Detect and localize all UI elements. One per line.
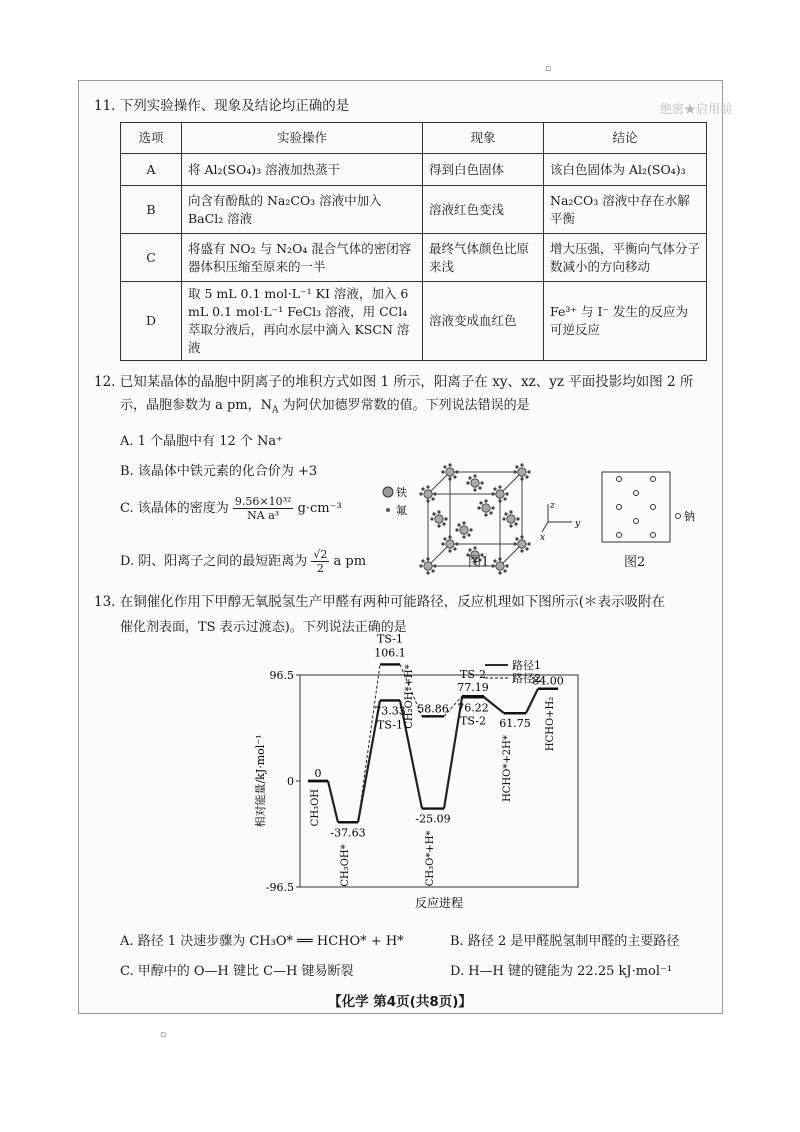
fluoride-ion [513, 542, 516, 545]
iron-ion [471, 479, 479, 487]
iron-ion [424, 490, 432, 498]
lattice-edge [500, 472, 522, 494]
table-cell: D [121, 282, 182, 361]
energy-value-label: TS-2 [460, 714, 486, 728]
energy-value-label: 73.33 [374, 704, 406, 718]
lattice-edge [500, 544, 522, 566]
fig2-caption: 图2 [624, 555, 646, 570]
fluoride-ion [502, 517, 505, 520]
table-cell: 将 Al₂(SO₄)₃ 溶液加热蒸干 [182, 154, 423, 186]
fluoride-ion [473, 546, 476, 549]
bottom-mark: ▫ [160, 1030, 167, 1040]
species-label: CH₃OH [310, 789, 321, 827]
fluoride-ion [453, 475, 456, 478]
fluoride-ion [431, 569, 434, 572]
table-cell: 将盛有 NO₂ 与 N₂O₄ 混合气体的密闭容器体积压缩至原来的一半 [182, 234, 423, 282]
energy-value-label: 106.1 [374, 646, 406, 660]
fluoride-ion [525, 475, 528, 478]
energy-value-label: -25.09 [415, 812, 451, 826]
fluoride-ion [448, 535, 451, 538]
table-cell: 取 5 mL 0.1 mol·L⁻¹ KI 溶液，加入 6 mL 0.1 mol·L⁻¹ FeCl₃ 溶液，用 CCl₄ 萃取分液后，再向水层中滴入 KSCN 溶液 [182, 282, 423, 361]
fluoride-ion [514, 522, 517, 525]
iron-ion [424, 562, 432, 570]
energy-value-label: -37.63 [330, 826, 366, 840]
fraction-numerator: √2 [313, 548, 328, 561]
fluoride-ion [505, 564, 508, 567]
projection-square [602, 472, 670, 542]
fluoride-ion [473, 488, 476, 491]
q11-stem: 11. 下列实验操作、现象及结论均正确的是 [94, 98, 350, 114]
fluoride-ion [527, 470, 530, 473]
fluoride-ion [484, 513, 487, 516]
sodium-ion [634, 491, 639, 496]
fluoride-ion [457, 523, 460, 526]
legend-na-marker [676, 514, 681, 519]
density-fraction [233, 495, 294, 522]
distance-unit: a pm [333, 554, 367, 569]
fluoride-ion [462, 521, 465, 524]
crystal-figure-2 [598, 468, 708, 548]
fluoride-ion [520, 477, 523, 480]
fluoride-ion [443, 465, 446, 468]
species-label: CH₃O*+H* [425, 830, 436, 887]
fraction-denominator: 2 [316, 562, 324, 575]
table-cell: 溶液变成血红色 [423, 282, 544, 361]
iron-ion [496, 490, 504, 498]
fluoride-ion [433, 492, 436, 495]
fluoride-ion [527, 542, 530, 545]
fluoride-ion [498, 499, 501, 502]
q12-option-b[interactable]: B. 该晶体中铁元素的化合价为 +3 [120, 464, 318, 479]
fluoride-ion [480, 481, 483, 484]
sodium-ion [617, 533, 622, 538]
y-tick-label: 0 [287, 775, 294, 788]
q13-option-d[interactable]: D. H—H 键的键能为 22.25 kJ·mol⁻¹ [450, 964, 673, 979]
fluoride-ion [441, 542, 444, 545]
energy-value-label: 84.00 [532, 674, 564, 688]
iron-ion [482, 504, 490, 512]
fluoride-ion [426, 571, 429, 574]
energy-value-label: 0 [314, 767, 322, 780]
species-label: HCHO*+2H* [502, 735, 513, 802]
table-row [121, 234, 707, 282]
fluoride-ion [455, 542, 458, 545]
q12-option-c[interactable] [120, 495, 342, 522]
fluoride-ion [493, 559, 496, 562]
table-header: 选项 [121, 123, 182, 154]
density-unit: g·cm⁻³ [297, 501, 342, 516]
axis-x-label: x [540, 533, 546, 543]
iron-ion [446, 540, 454, 548]
fluoride-ion [448, 463, 451, 466]
fluoride-ion [437, 510, 440, 513]
fluoride-ion [491, 506, 494, 509]
fraction-numerator: 9.56×10³² [234, 495, 292, 508]
fluoride-ion [444, 517, 447, 520]
fluoride-ion [477, 506, 480, 509]
fluoride-ion [441, 470, 444, 473]
energy-connector [328, 781, 338, 822]
fluoride-ion [448, 549, 451, 552]
sodium-ion [651, 477, 656, 482]
fluoride-ion [448, 477, 451, 480]
q12-stem-2c: 为阿伏加德罗常数的值。下列说法错误的是 [278, 398, 530, 413]
energy-value-label: 77.19 [457, 681, 489, 695]
ghost-header: 绝密★启用前 [660, 102, 733, 116]
fluoride-ion [515, 465, 518, 468]
fluoride-ion [468, 476, 471, 479]
fluoride-ion [437, 524, 440, 527]
y-tick-label: 96.5 [269, 669, 294, 682]
fluoride-ion [498, 557, 501, 560]
y-axis-label: 相对能量/kJ·mol⁻¹ [254, 734, 267, 828]
fluoride-ion [443, 537, 446, 540]
fluoride-ion [426, 557, 429, 560]
fluoride-ion [432, 512, 435, 515]
fluoride-ion [491, 492, 494, 495]
species-label: CH₂OH*+H* [404, 664, 415, 729]
fluoride-ion [503, 497, 506, 500]
fluoride-ion [469, 528, 472, 531]
energy-value-label: TS-1 [377, 632, 403, 646]
axis-indicator [538, 500, 588, 543]
fluoride-ion [473, 474, 476, 477]
legend-f-label: 氟 [396, 504, 407, 517]
fluoride-ion [498, 485, 501, 488]
q12-option-d-prefix: D. 阴、阳离子之间的最短距离为 [120, 554, 308, 569]
q12-stem-1: 12. 已知某晶体的晶胞中阴离子的堆积方式如图 1 所示，阳离子在 xy、xz、yz 平面投影均如图 2 所 [94, 374, 694, 390]
table-row [121, 186, 707, 234]
fluoride-ion [466, 481, 469, 484]
fluoride-ion [433, 564, 436, 567]
fig1-caption: 图1 [468, 555, 490, 570]
legend-label-path2: 路径2 [512, 672, 541, 685]
x-axis-label: 反应进程 [414, 896, 464, 910]
table-cell: C [121, 234, 182, 282]
fluoride-ion [513, 470, 516, 473]
axis-z-label: z [550, 501, 555, 511]
q12-option-c-prefix: C. 该晶体的密度为 [120, 501, 229, 516]
axis-x-line [542, 522, 548, 532]
iron-ion [518, 540, 526, 548]
energy-value-label: 58.86 [417, 702, 449, 716]
sodium-ion [617, 477, 622, 482]
fraction-denominator: NA a³ [247, 509, 280, 522]
table-cell: 溶液红色变浅 [423, 186, 544, 234]
fluoride-ion [455, 470, 458, 473]
lattice-edge [428, 544, 450, 566]
fluoride-ion [503, 569, 506, 572]
fluoride-ion [426, 485, 429, 488]
fluoride-ion [479, 501, 482, 504]
legend-f-marker [386, 508, 390, 512]
lattice-edge [428, 472, 450, 494]
top-mark: ▫ [545, 64, 552, 74]
fluoride-ion [515, 537, 518, 540]
iron-ion [518, 468, 526, 476]
axis-y-label: y [575, 519, 581, 529]
fluoride-ion [419, 564, 422, 567]
fluoride-ion [419, 492, 422, 495]
sodium-ion [651, 533, 656, 538]
table-row [121, 154, 707, 186]
distance-fraction [311, 548, 329, 575]
fluoride-ion [467, 533, 470, 536]
table-cell: 最终气体颜色比原来浅 [423, 234, 544, 282]
table-cell: 向含有酚酞的 Na₂CO₃ 溶液中加入 BaCl₂ 溶液 [182, 186, 423, 234]
iron-ion [435, 515, 443, 523]
fluoride-ion [426, 499, 429, 502]
fluoride-ion [468, 548, 471, 551]
page-footer: 【化学 第4页(共8页)】 [328, 994, 472, 1010]
fluoride-ion [453, 547, 456, 550]
fluoride-ion [505, 492, 508, 495]
table-cell: Na₂CO₃ 溶液中存在水解平衡 [544, 186, 707, 234]
table-cell: B [121, 186, 182, 234]
y-tick-label: -96.5 [265, 881, 294, 894]
fluoride-ion [455, 528, 458, 531]
fluoride-ion [525, 547, 528, 550]
q12-option-d[interactable] [120, 548, 366, 575]
fluoride-ion [484, 499, 487, 502]
q13-stem-2: 催化剂表面，TS 表示过渡态)。下列说法正确的是 [120, 620, 407, 635]
fluoride-ion [478, 486, 481, 489]
iron-ion [507, 515, 515, 523]
sodium-ion [651, 505, 656, 510]
iron-ion [446, 468, 454, 476]
fluoride-ion [493, 487, 496, 490]
energy-diagram [240, 632, 585, 910]
fluoride-ion [520, 549, 523, 552]
table-row [121, 282, 707, 361]
iron-ion [496, 562, 504, 570]
legend-label-path1: 路径1 [512, 659, 541, 672]
table-header: 结论 [544, 123, 707, 154]
table-header-row [121, 123, 707, 154]
fluoride-ion [516, 517, 519, 520]
q12-option-a[interactable]: A. 1 个晶胞中有 12 个 Na⁺ [120, 434, 283, 449]
table-cell: 该白色固体为 Al₂(SO₄)₃ [544, 154, 707, 186]
energy-value-label: TS-2 [460, 668, 486, 682]
fluoride-ion [509, 510, 512, 513]
q13-option-c[interactable]: C. 甲醇中的 O—H 键比 C—H 键易断裂 [120, 964, 354, 979]
legend-na-label: 钠 [684, 510, 695, 523]
q12-stem-2b: A [272, 405, 279, 416]
q12-stem-2a: 示，晶胞参数为 a pm，N [120, 398, 273, 413]
table-header: 现象 [423, 123, 544, 154]
fluoride-ion [509, 524, 512, 527]
fluoride-ion [489, 511, 492, 514]
fluoride-ion [462, 535, 465, 538]
energy-value-label: 61.75 [499, 717, 531, 731]
iron-ion [460, 526, 468, 534]
fluoride-ion [442, 522, 445, 525]
sodium-ion [634, 519, 639, 524]
q13-option-b[interactable]: B. 路径 2 是甲醛脱氢制甲醛的主要路径 [450, 934, 680, 949]
q13-stem-1: 13. 在铜催化作用下甲醇无氧脱氢生产甲醛有两种可能路径，反应机理如下图所示(＊表示吸附在 [94, 594, 666, 610]
species-label: CH₃OH* [340, 844, 351, 887]
q12-stem-2 [120, 396, 530, 421]
energy-value-label: TS-1 [377, 718, 403, 732]
fluoride-ion [430, 517, 433, 520]
table-header: 实验操作 [182, 123, 423, 154]
energy-value-label: 76.22 [457, 701, 489, 715]
fluoride-ion [421, 559, 424, 562]
fluoride-ion [491, 564, 494, 567]
fluoride-ion [520, 535, 523, 538]
table-cell: Fe³⁺ 与 I⁻ 发生的反应为可逆反应 [544, 282, 707, 361]
fluoride-ion [431, 497, 434, 500]
q11-table [120, 122, 707, 361]
fluoride-ion [504, 512, 507, 515]
legend-fe-marker [383, 487, 393, 497]
table-cell: A [121, 154, 182, 186]
legend-fe-label: 铁 [396, 486, 407, 499]
table-cell: 得到白色固体 [423, 154, 544, 186]
species-label: HCHO+H₂ [545, 696, 556, 752]
table-cell: 增大压强，平衡向气体分子数减小的方向移动 [544, 234, 707, 282]
fluoride-ion [498, 571, 501, 574]
energy-connector [526, 689, 538, 713]
q13-option-a[interactable]: A. 路径 1 决速步骤为 CH₃O* ══ HCHO* + H* [120, 934, 404, 949]
sodium-ion [617, 505, 622, 510]
fluoride-ion [421, 487, 424, 490]
fluoride-ion [520, 463, 523, 466]
